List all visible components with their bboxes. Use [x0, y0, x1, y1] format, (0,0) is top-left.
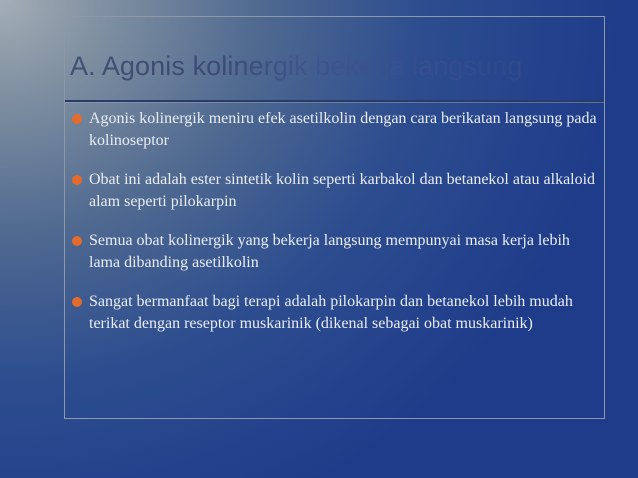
bullet-dot-icon: [72, 175, 82, 185]
bullet-text: Sangat bermanfaat bagi terapi adalah pilokarpin dan betanekol lebih mudah terikat dengan reseptor muskarinik (dikenal sebagai obat muskarinik): [89, 293, 573, 332]
bullet-item: [72, 291, 600, 335]
bullet-dot-icon: [72, 114, 82, 124]
bullet-item: [72, 230, 600, 274]
bullet-text: Semua obat kolinergik yang bekerja langsung mempunyai masa kerja lebih lama dibanding asetilkolin: [89, 232, 570, 271]
title-divider: [65, 100, 604, 102]
bullet-item: [72, 169, 600, 213]
slide-title: A. Agonis kolinergik bekerja langsung: [70, 51, 523, 81]
bullet-text: Agonis kolinergik meniru efek asetilkolin dengan cara berikatan langsung pada kolinoseptor: [89, 110, 597, 149]
bullet-text: Obat ini adalah ester sintetik kolin seperti karbakol dan betanekol atau alkaloid alam seperti pilokarpin: [89, 171, 596, 210]
slide-content-frame: [64, 16, 605, 419]
bullet-list: [72, 108, 600, 352]
bullet-dot-icon: [72, 297, 82, 307]
bullet-item: [72, 108, 600, 152]
bullet-dot-icon: [72, 236, 82, 246]
